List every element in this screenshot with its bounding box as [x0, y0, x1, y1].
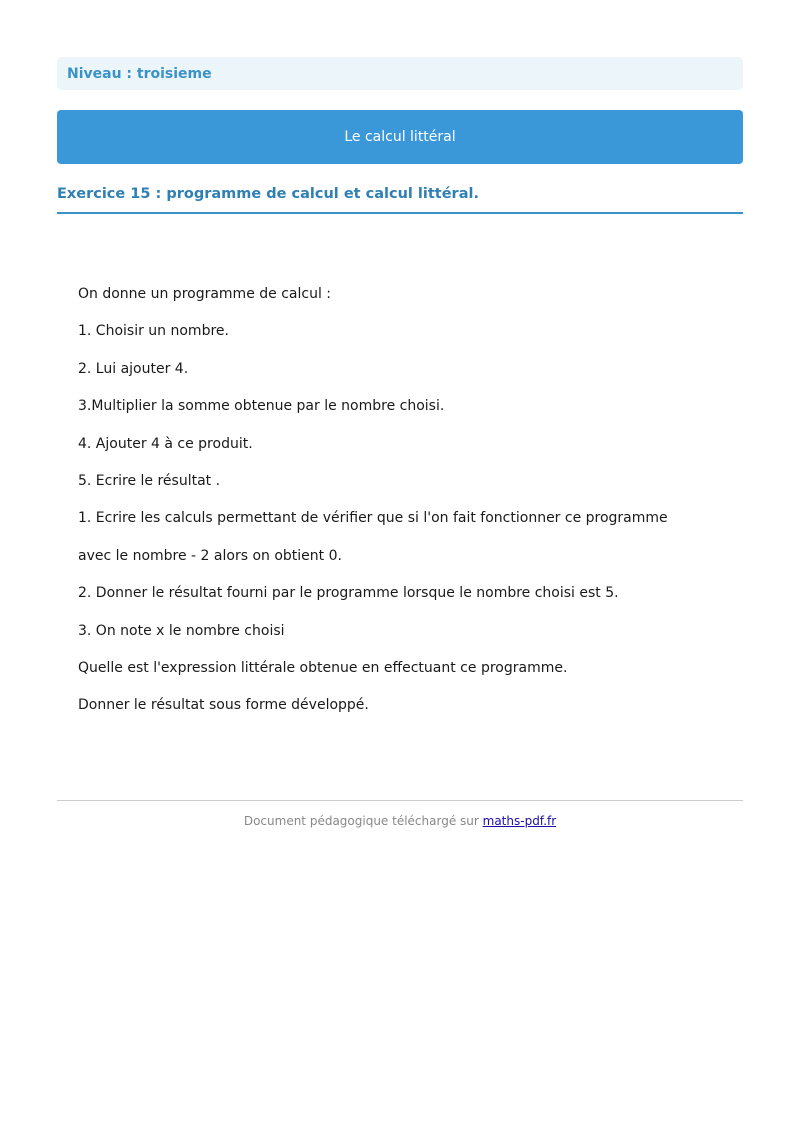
level-label: Niveau : troisieme [67, 65, 212, 82]
content-line: 2. Lui ajouter 4. [78, 360, 189, 377]
content-line: 1. Choisir un nombre. [78, 323, 229, 340]
chapter-title: Le calcul littéral [344, 129, 456, 145]
document-page [57, 57, 743, 828]
exercise-heading: Exercice 15 : programme de calcul et calcul littéral. [57, 186, 743, 214]
content-line: 4. Ajouter 4 à ce produit. [78, 435, 253, 452]
content-line: avec le nombre - 2 alors on obtient 0. [78, 547, 342, 564]
footer-divider [57, 800, 743, 801]
content-line: Quelle est l'expression littérale obtenue en effectuant ce programme. [78, 659, 568, 676]
content-line: Donner le résultat sous forme développé. [78, 697, 369, 714]
content-line: 2. Donner le résultat fourni par le programme lorsque le nombre choisi est 5. [78, 585, 619, 602]
exercise-content [57, 284, 743, 733]
footer [57, 814, 743, 828]
content-line: 3. On note x le nombre choisi [78, 622, 285, 639]
content-line: 5. Ecrire le résultat . [78, 472, 221, 489]
footer-text: Document pédagogique téléchargé sur [243, 814, 483, 828]
content-line: On donne un programme de calcul : [78, 286, 332, 302]
content-line: 1. Ecrire les calculs permettant de vérifier que si l'on fait fonctionner ce programme [78, 510, 668, 527]
chapter-banner [57, 110, 743, 164]
content-line: 3.Multiplier la somme obtenue par le nombre choisi. [78, 398, 445, 415]
footer-link[interactable]: maths-pdf.fr [482, 814, 557, 828]
level-bar [57, 57, 743, 90]
